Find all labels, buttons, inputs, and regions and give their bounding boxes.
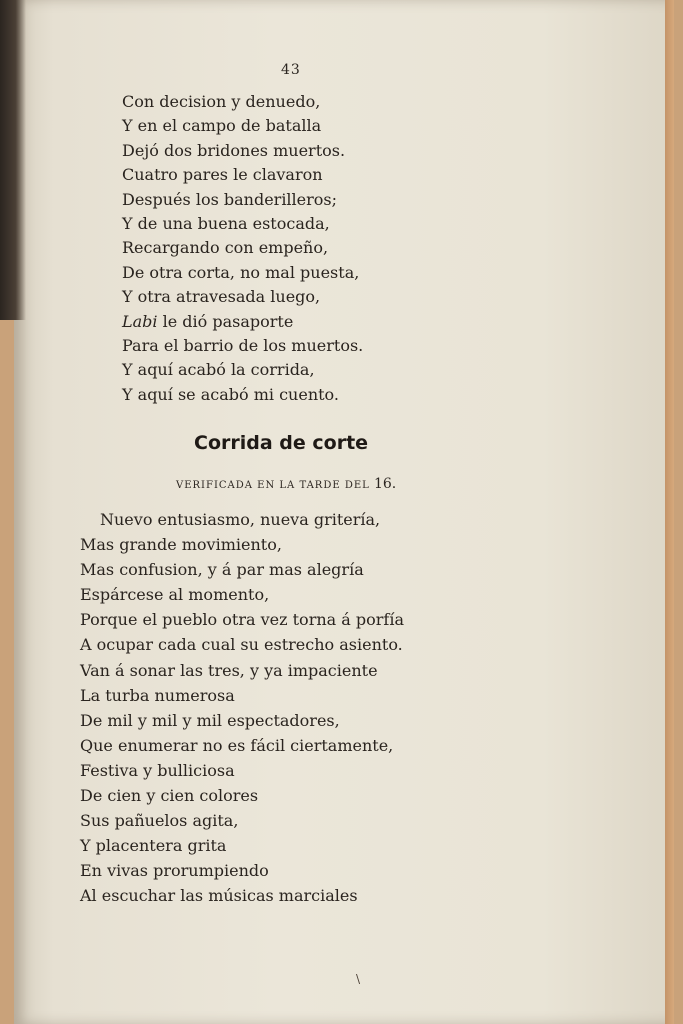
verse-line: Con decision y denuedo, (122, 92, 321, 111)
verse-line: Y de una buena estocada, (122, 214, 330, 234)
verse-line: Recargando con empeño, (122, 238, 329, 258)
verse-line: Nuevo entusiasmo, nueva gritería, (100, 510, 381, 529)
verse-line-with-italic (122, 310, 363, 334)
verse-line: Después los banderilleros; (122, 189, 338, 209)
book-page (14, 0, 674, 1024)
subtitle-number: 16. (373, 476, 397, 492)
section-subtitle (176, 476, 396, 492)
page-number: 43 (281, 62, 301, 78)
verse-line: Espárcese al momento, (80, 585, 270, 605)
verse-line: Y en el campo de batalla (122, 116, 322, 136)
verse-line: Y otra atravesada luego, (122, 287, 321, 307)
verse-line: Mas confusion, y á par mas alegría (80, 560, 364, 580)
verse-line: Dejó dos bridones muertos. (122, 140, 346, 160)
verse-line: Y aquí acabó la corrida, (122, 360, 315, 380)
verse-line: Cuatro pares le clavaron (122, 165, 323, 185)
section-title: Corrida de corte (194, 432, 369, 454)
verse-line: Para el barrio de los muertos. (122, 336, 364, 356)
verse-line: Al escuchar las músicas marciales (80, 886, 358, 906)
verse-line: Y placentera grita (80, 836, 227, 856)
verse-line: En vivas prorumpiendo (80, 861, 269, 881)
verse-line: Porque el pueblo otra vez torna á porfía (80, 610, 404, 630)
subtitle-text: VERIFICADA EN LA TARDE DEL (176, 480, 370, 491)
verse-line: A ocupar cada cual su estrecho asiento. (80, 635, 403, 655)
verse-line: Festiva y bulliciosa (80, 760, 235, 780)
verse-line: De mil y mil y mil espectadores, (80, 710, 340, 730)
verse-line: Mas grande movimiento, (80, 535, 282, 555)
verse-line: Van á sonar las tres, y ya impaciente (80, 660, 378, 680)
verse-line: Que enumerar no es fácil ciertamente, (80, 735, 394, 755)
ink-mark: \ (356, 972, 361, 986)
verse-line: De cien y cien colores (80, 786, 259, 806)
verse-line: De otra corta, no mal puesta, (122, 262, 360, 282)
verse-line-rest: le dió pasaporte (157, 311, 294, 331)
verse-line: Sus pañuelos agita, (80, 811, 239, 831)
italic-name: Labi (122, 311, 158, 331)
verse-block-bottom (80, 507, 404, 909)
verse-line: Y aquí se acabó mi cuento. (122, 384, 339, 404)
verse-block-top (122, 90, 363, 407)
verse-line: La turba numerosa (80, 685, 235, 705)
page-edge (665, 0, 674, 1024)
